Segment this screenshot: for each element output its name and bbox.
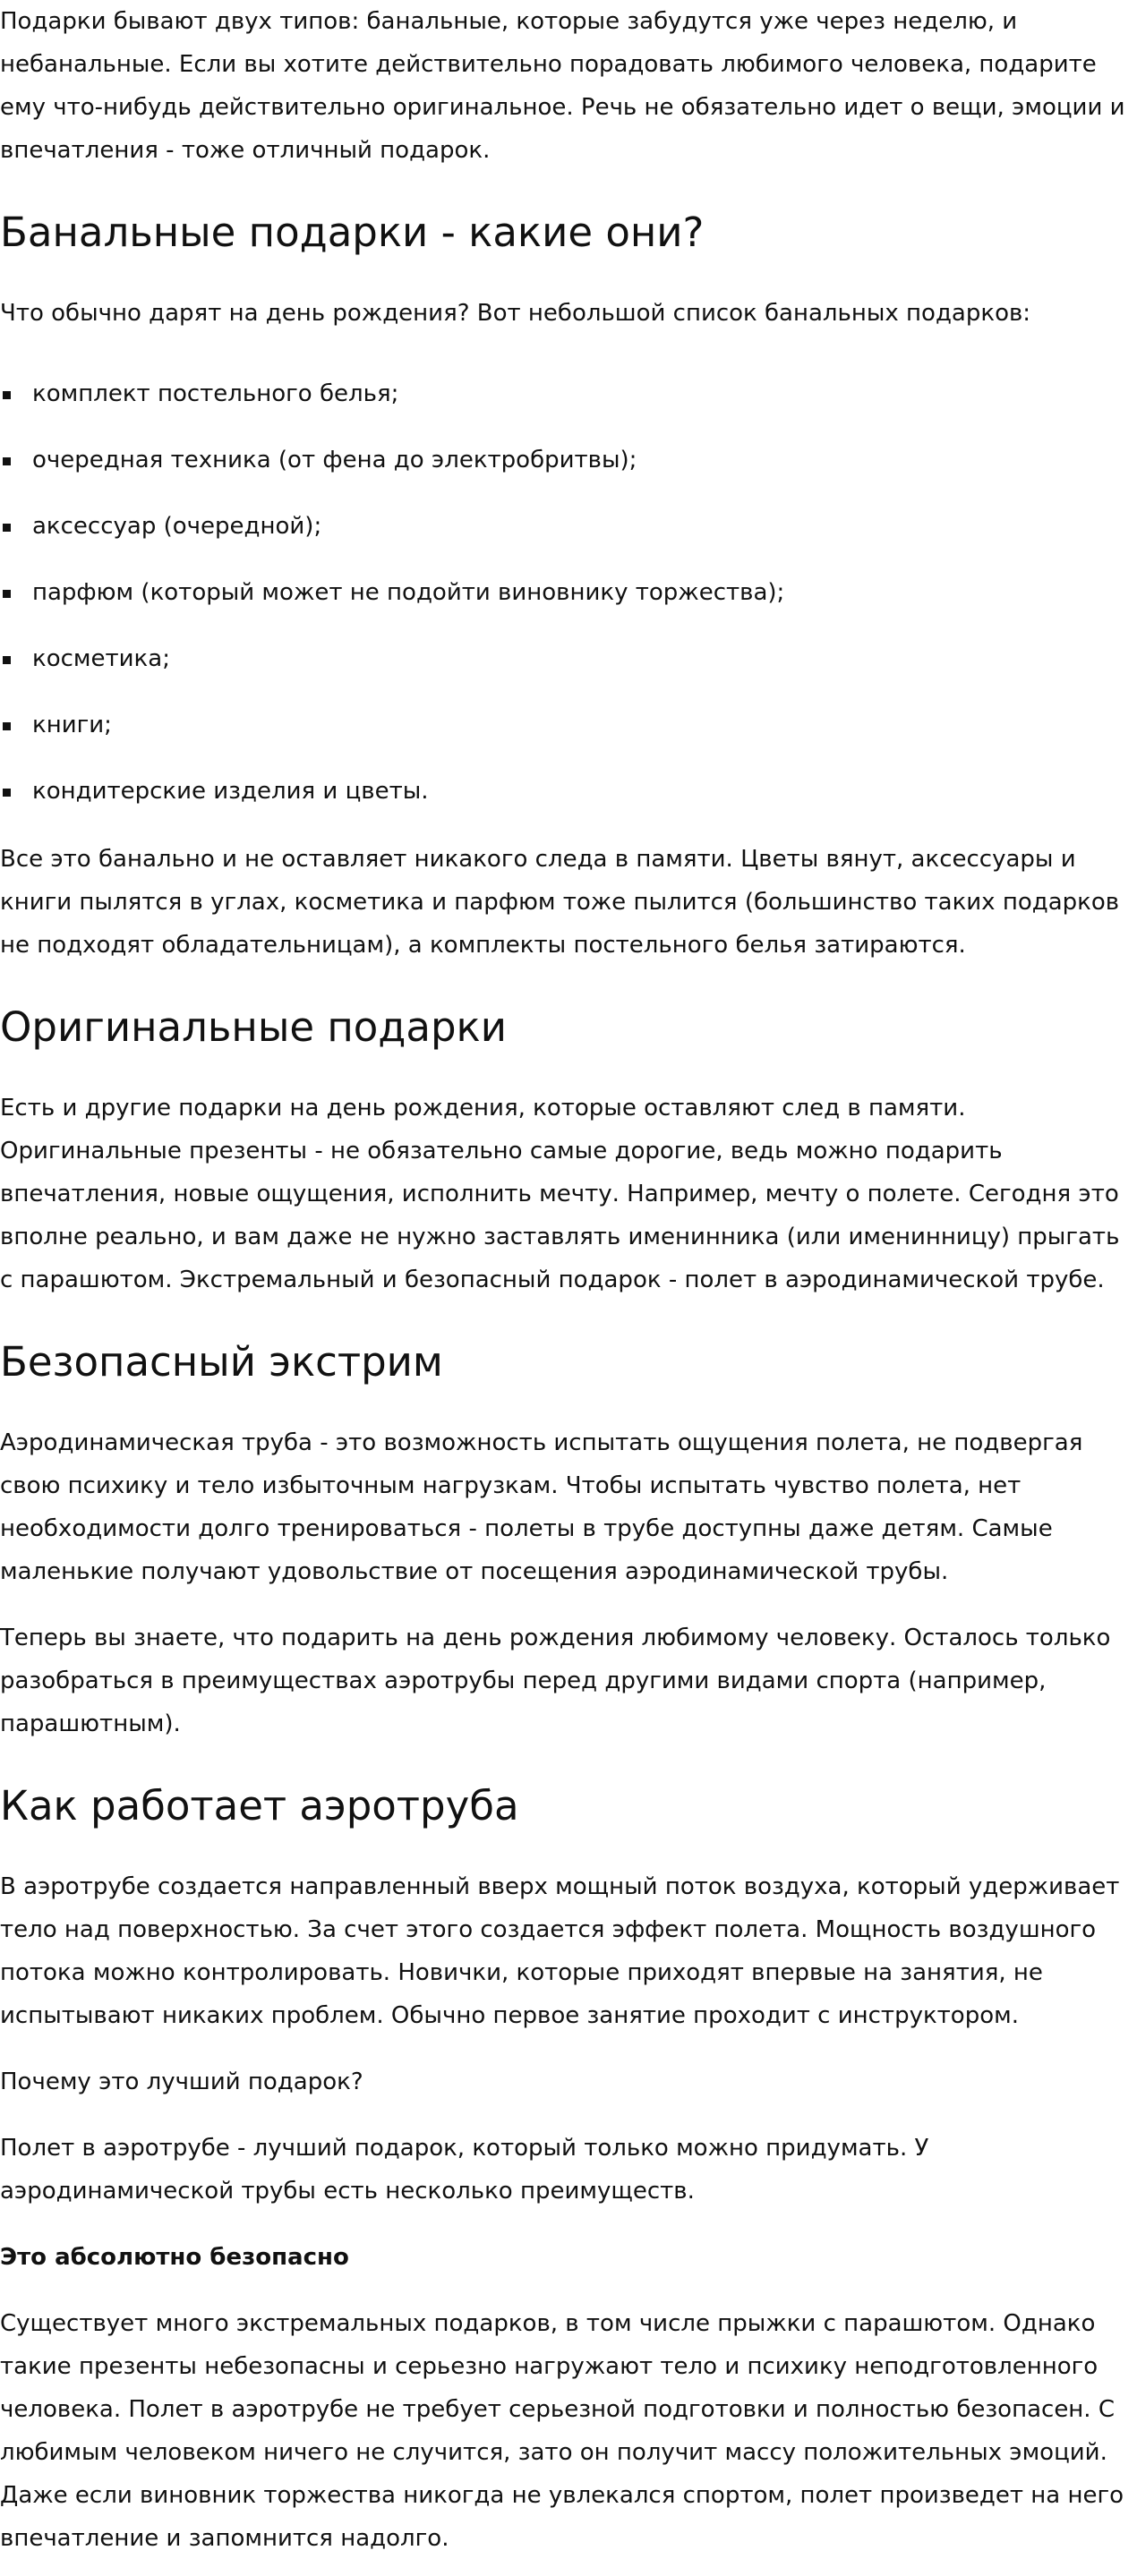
bullet-icon [3,722,11,730]
text-line: с парашютом. Экстремальный и безопасный подарок - полет в аэродинамической трубе. [0,1267,1105,1293]
list-item [0,637,1137,704]
bullet-icon [3,524,11,532]
text-line: человека. Полет в аэротрубе не требует серьезной подготовки и полностью безопасен. С [0,2396,1115,2423]
paragraph [0,838,1137,967]
list-item [0,439,1137,505]
list-item-label: косметика; [32,645,170,672]
text-line: впечатление и запомнится надолго. [0,2525,449,2552]
text-line: Полет в аэротрубе - лучший подарок, который только можно придумать. У [0,2135,929,2162]
list-item-label: аксессуар (очередной); [32,513,322,540]
list-item-label: кондитерские изделия и цветы. [32,778,429,805]
question-line: Почему это лучший подарок? [0,2068,363,2095]
text-line: вполне реально, и вам даже не нужно заставлять именинника (или именинницу) прыгать [0,1224,1120,1250]
text-line: Подарки бывают двух типов: банальные, которые забудутся уже через неделю, и [0,8,1018,35]
text-line: Даже если виновник торжества никогда не увлекался спортом, полет произведет на него [0,2482,1124,2509]
intro-paragraph [0,0,1137,172]
banal-gifts-list [0,372,1137,836]
text-line: тело над поверхностью. За счет этого создается эффект полета. Мощность воздушного [0,1916,1097,1943]
bullet-icon [3,391,11,399]
paragraph [0,1421,1137,1593]
paragraph [0,1087,1137,1301]
bullet-icon [3,789,11,797]
list-item [0,505,1137,571]
text-line: В аэротрубе создается направленный вверх мощный поток воздуха, который удерживает [0,1873,1120,1900]
list-item [0,770,1137,836]
text-line: книги пылятся в углах, косметика и парфюм тоже пылится (большинство таких подарков [0,889,1120,916]
list-lead: Что обычно дарят на день рождения? Вот небольшой список банальных подарков: [0,300,1031,327]
text-line: Теперь вы знаете, что подарить на день рождения любимому человеку. Осталось только [0,1625,1111,1651]
list-item [0,704,1137,770]
list-item-label: парфюм (который может не подойти виновнику торжества); [32,579,785,606]
text-line: Аэродинамическая труба - это возможность испытать ощущения полета, не подвергая [0,1429,1083,1456]
bullet-icon [3,457,11,465]
text-line: испытывают никаких проблем. Обычно первое занятие проходит с инструктором. [0,2002,1020,2029]
paragraph [0,1616,1137,1745]
list-item-label: комплект постельного белья; [32,380,399,407]
section-heading: Как работает аэротруба [0,1782,519,1830]
paragraph [0,2302,1137,2560]
text-line: Существует много экстремальных подарков, в том числе прыжки с парашютом. Однако [0,2310,1096,2337]
text-line: аэродинамической трубы есть несколько преимуществ. [0,2178,695,2205]
text-line: необходимости долго тренироваться - полеты в трубе доступны даже детям. Самые [0,1515,1053,1542]
bullet-icon [3,590,11,598]
text-line: разобраться в преимуществах аэротрубы перед другими видами спорта (например, [0,1668,1047,1694]
text-line: Все это банально и не оставляет никакого следа в памяти. Цветы вянут, аксессуары и [0,846,1076,873]
text-line: маленькие получают удовольствие от посещения аэродинамической трубы. [0,1558,949,1585]
section-heading: Банальные подарки - какие они? [0,209,705,256]
list-item [0,571,1137,637]
list-item-label: книги; [32,712,112,738]
bold-subheading: Это абсолютно безопасно [0,2244,349,2271]
list-item [0,372,1137,439]
text-line: парашютным). [0,1710,181,1737]
bullet-icon [3,656,11,664]
paragraph [0,2127,1137,2213]
text-line: впечатления - тоже отличный подарок. [0,137,491,164]
section-heading: Оригинальные подарки [0,1003,507,1051]
text-line: не подходят обладательницам), а комплекты постельного белья затираются. [0,932,966,959]
text-line: такие презенты небезопасны и серьезно нагружают тело и психику неподготовленного [0,2353,1099,2380]
section-heading: Безопасный экстрим [0,1338,443,1386]
text-line: Есть и другие подарки на день рождения, которые оставляют след в памяти. [0,1095,966,1122]
text-line: свою психику и тело избыточным нагрузкам. Чтобы испытать чувство полета, нет [0,1472,1022,1499]
paragraph [0,1865,1137,2037]
list-item-label: очередная техника (от фена до электробритвы); [32,447,637,473]
text-line: впечатления, новые ощущения, исполнить мечту. Например, мечту о полете. Сегодня это [0,1181,1119,1207]
text-line: Оригинальные презенты - не обязательно самые дорогие, ведь можно подарить [0,1138,1003,1164]
text-line: небанальные. Если вы хотите действительно порадовать любимого человека, подарите [0,51,1097,78]
text-line: потока можно контролировать. Новички, которые приходят впервые на занятия, не [0,1959,1043,1986]
text-line: любимым человеком ничего не случится, зато он получит массу положительных эмоций. [0,2439,1107,2466]
text-line: ему что-нибудь действительно оригинальное. Речь не обязательно идет о вещи, эмоции и [0,94,1125,121]
